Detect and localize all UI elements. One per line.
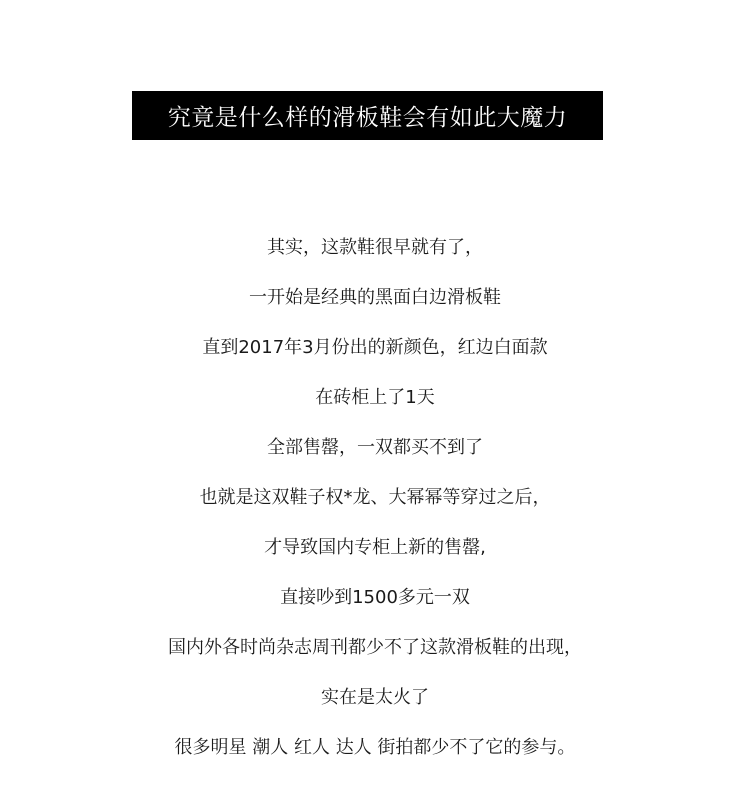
title-banner bbox=[132, 91, 603, 140]
text-line: 也就是这双鞋子权*龙、大幂幂等穿过之后， bbox=[199, 487, 551, 508]
text-line: 直到2017年3月份出的新颜色，红边白面款 bbox=[202, 337, 548, 358]
text-line: 一开始是经典的黑面白边滑板鞋 bbox=[249, 287, 501, 308]
text-line: 才导致国内专柜上新的售罄, bbox=[264, 537, 486, 558]
article-body bbox=[0, 228, 750, 778]
text-line: 很多明星 潮人 红人 达人 街拍都少不了它的参与。 bbox=[174, 737, 576, 758]
text-line: 直接吵到1500多元一双 bbox=[280, 587, 470, 608]
text-line: 国内外各时尚杂志周刊都少不了这款滑板鞋的出现， bbox=[168, 637, 582, 658]
text-line: 实在是太火了 bbox=[321, 687, 429, 708]
page-title: 究竟是什么样的滑板鞋会有如此大魔力 bbox=[167, 105, 568, 131]
text-line: 全部售罄，一双都买不到了 bbox=[267, 437, 483, 458]
text-line: 在砖柜上了1天 bbox=[315, 387, 435, 408]
text-line: 其实，这款鞋很早就有了， bbox=[267, 237, 483, 258]
